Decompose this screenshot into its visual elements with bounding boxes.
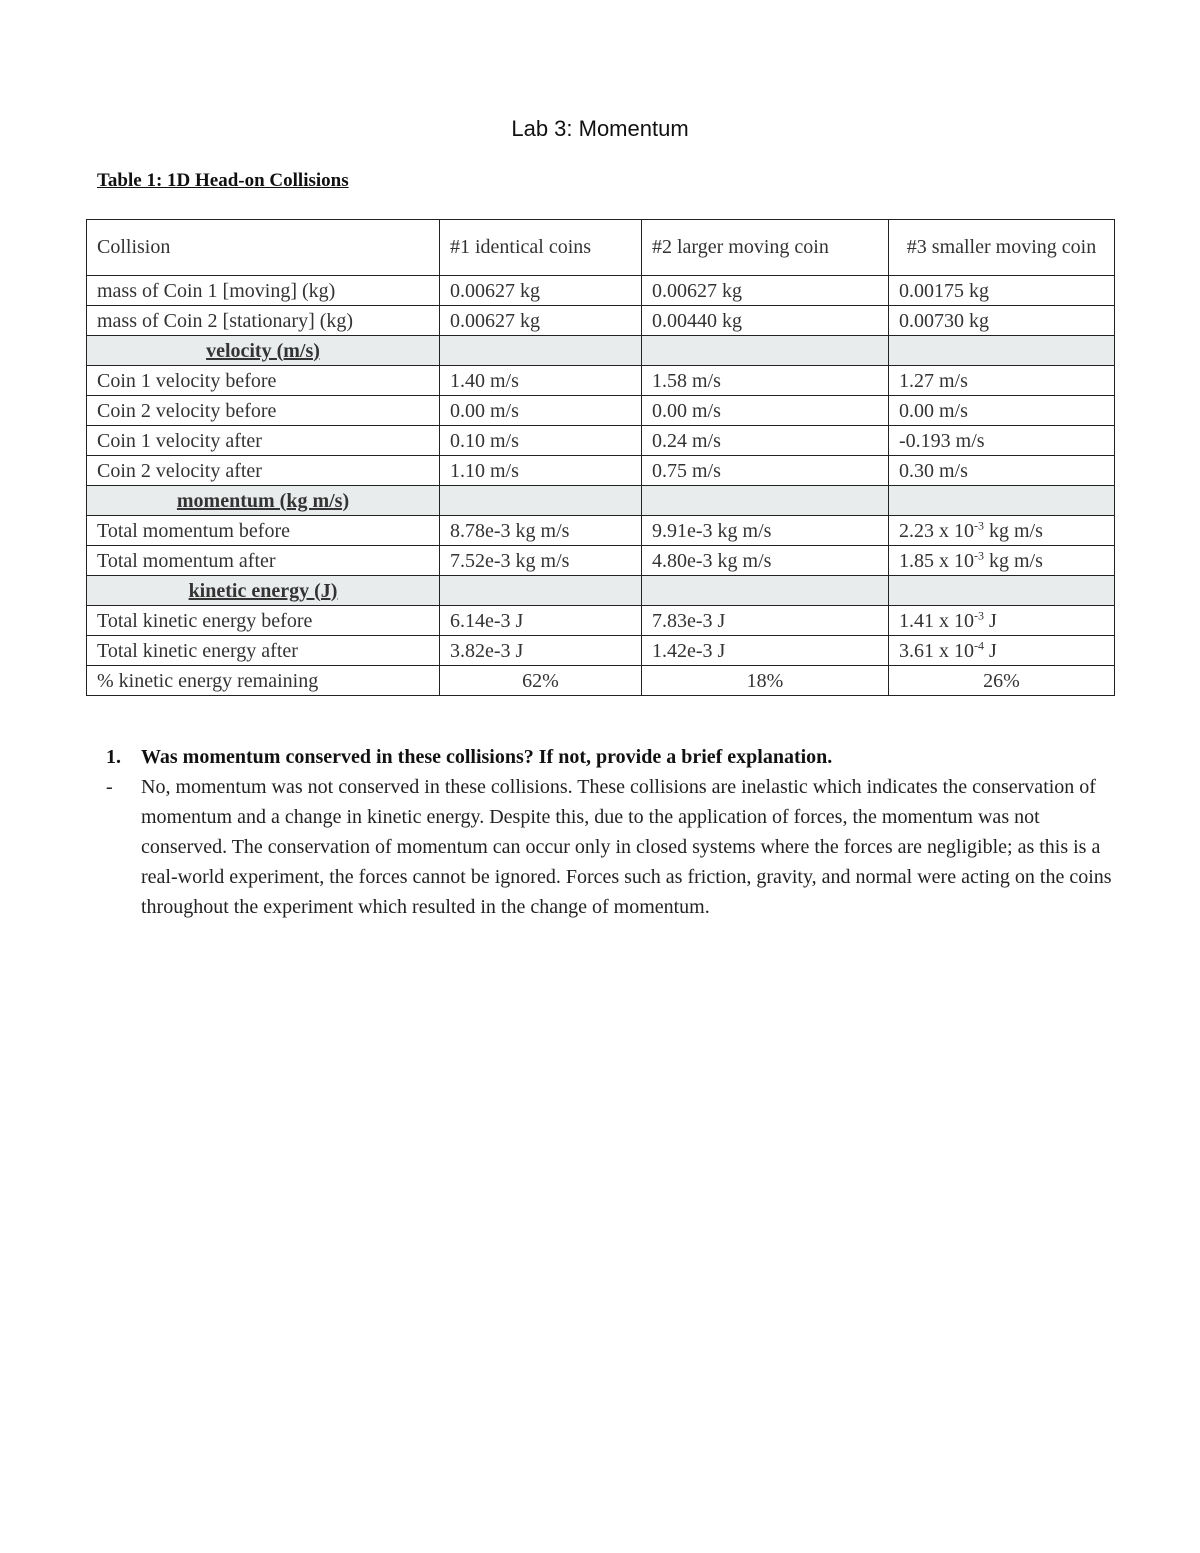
table-row xyxy=(87,606,1115,636)
table-cell: 0.75 m/s xyxy=(642,456,889,486)
value-base: 2.23 x 10 xyxy=(899,519,974,542)
table-cell xyxy=(889,336,1115,366)
table-cell: 9.91e-3 kg m/s xyxy=(642,516,889,546)
table-cell: 0.00730 kg xyxy=(889,306,1115,336)
table-cell: 4.80e-3 kg m/s xyxy=(642,546,889,576)
table-cell xyxy=(889,576,1115,606)
value-unit: J xyxy=(984,609,997,632)
table-cell xyxy=(642,486,889,516)
table-cell: 3.82e-3 J xyxy=(440,636,642,666)
table-cell xyxy=(440,336,642,366)
table-cell: 26% xyxy=(889,666,1115,696)
table-cell: -0.193 m/s xyxy=(889,426,1115,456)
value-exponent: -4 xyxy=(974,637,984,652)
table-cell: 0.00627 kg xyxy=(440,276,642,306)
row-label: Total momentum after xyxy=(87,546,440,576)
question-text: Was momentum conserved in these collisions? If not, provide a brief explanation. xyxy=(141,746,833,768)
header-cell: #1 identical coins xyxy=(440,220,642,276)
table-caption: Table 1: 1D Head-on Collisions xyxy=(97,170,349,191)
row-label: Total kinetic energy after xyxy=(87,636,440,666)
section-row-kinetic-energy xyxy=(87,576,1115,606)
value-exponent: -3 xyxy=(974,547,984,562)
header-cell: #3 smaller moving coin xyxy=(889,220,1115,276)
table-cell xyxy=(440,576,642,606)
table-row xyxy=(87,426,1115,456)
table-cell: 0.24 m/s xyxy=(642,426,889,456)
table-cell: 0.00175 kg xyxy=(889,276,1115,306)
row-label: mass of Coin 1 [moving] (kg) xyxy=(87,276,440,306)
table-cell-scientific xyxy=(889,606,1115,636)
table-row xyxy=(87,666,1115,696)
table-cell: 0.00 m/s xyxy=(889,396,1115,426)
answer-bullet: - xyxy=(106,776,113,798)
table-cell: 0.00 m/s xyxy=(440,396,642,426)
row-label: % kinetic energy remaining xyxy=(87,666,440,696)
table-row xyxy=(87,276,1115,306)
table-cell xyxy=(889,486,1115,516)
section-heading-velocity: velocity (m/s) xyxy=(87,336,440,366)
table-row xyxy=(87,516,1115,546)
table-cell: 0.30 m/s xyxy=(889,456,1115,486)
table-cell: 6.14e-3 J xyxy=(440,606,642,636)
value-unit: J xyxy=(984,639,997,662)
document-title: Lab 3: Momentum xyxy=(511,116,689,141)
table-cell: 18% xyxy=(642,666,889,696)
section-heading-kinetic-energy: kinetic energy (J) xyxy=(87,576,440,606)
section-heading-momentum: momentum (kg m/s) xyxy=(87,486,440,516)
table-cell xyxy=(642,336,889,366)
value-exponent: -3 xyxy=(974,517,984,532)
table-cell: 7.52e-3 kg m/s xyxy=(440,546,642,576)
answer-item xyxy=(106,772,1126,922)
table-row xyxy=(87,396,1115,426)
table-cell: 0.00627 kg xyxy=(642,276,889,306)
table-cell: 7.83e-3 J xyxy=(642,606,889,636)
row-label: Coin 2 velocity after xyxy=(87,456,440,486)
table-cell: 1.42e-3 J xyxy=(642,636,889,666)
table-cell: 1.10 m/s xyxy=(440,456,642,486)
answer-text: No, momentum was not conserved in these collisions. These collisions are inelastic which indicates the conservation of momentum and a change in kinetic energy. Despite this, due to the application of forces, the momentum was not conserved. The conservation of momentum can occur only in closed systems where the forces are negligible; as this is a real-world experiment, the forces cannot be ignored. Forces such as friction, gravity, and normal were acting on the coins throughout the experiment which resulted in the change of momentum. xyxy=(141,776,1112,918)
header-cell: #2 larger moving coin xyxy=(642,220,889,276)
table-cell: 0.00440 kg xyxy=(642,306,889,336)
question-item xyxy=(106,742,1126,772)
table-cell: 62% xyxy=(440,666,642,696)
table-cell: 0.10 m/s xyxy=(440,426,642,456)
table-cell: 0.00 m/s xyxy=(642,396,889,426)
value-unit: kg m/s xyxy=(984,519,1043,542)
collisions-table xyxy=(86,219,1115,696)
table-cell-scientific xyxy=(889,546,1115,576)
table-row xyxy=(87,636,1115,666)
row-label: mass of Coin 2 [stationary] (kg) xyxy=(87,306,440,336)
value-unit: kg m/s xyxy=(984,549,1043,572)
section-row-momentum xyxy=(87,486,1115,516)
section-row-velocity xyxy=(87,336,1115,366)
table-row xyxy=(87,306,1115,336)
row-label: Total kinetic energy before xyxy=(87,606,440,636)
table-cell-scientific xyxy=(889,636,1115,666)
row-label: Coin 1 velocity before xyxy=(87,366,440,396)
question-number: 1. xyxy=(106,746,121,768)
value-exponent: -3 xyxy=(974,607,984,622)
header-cell: Collision xyxy=(87,220,440,276)
table-row xyxy=(87,546,1115,576)
table-row xyxy=(87,366,1115,396)
row-label: Total momentum before xyxy=(87,516,440,546)
value-base: 1.85 x 10 xyxy=(899,549,974,572)
table-cell: 8.78e-3 kg m/s xyxy=(440,516,642,546)
table-cell-scientific xyxy=(889,516,1115,546)
table-header-row xyxy=(87,220,1115,276)
value-base: 1.41 x 10 xyxy=(899,609,974,632)
table-cell xyxy=(642,576,889,606)
table-cell: 1.40 m/s xyxy=(440,366,642,396)
table-cell: 0.00627 kg xyxy=(440,306,642,336)
value-base: 3.61 x 10 xyxy=(899,639,974,662)
table-row xyxy=(87,456,1115,486)
table-cell xyxy=(440,486,642,516)
table-cell: 1.58 m/s xyxy=(642,366,889,396)
question-list xyxy=(106,742,1126,922)
row-label: Coin 1 velocity after xyxy=(87,426,440,456)
table-cell: 1.27 m/s xyxy=(889,366,1115,396)
row-label: Coin 2 velocity before xyxy=(87,396,440,426)
